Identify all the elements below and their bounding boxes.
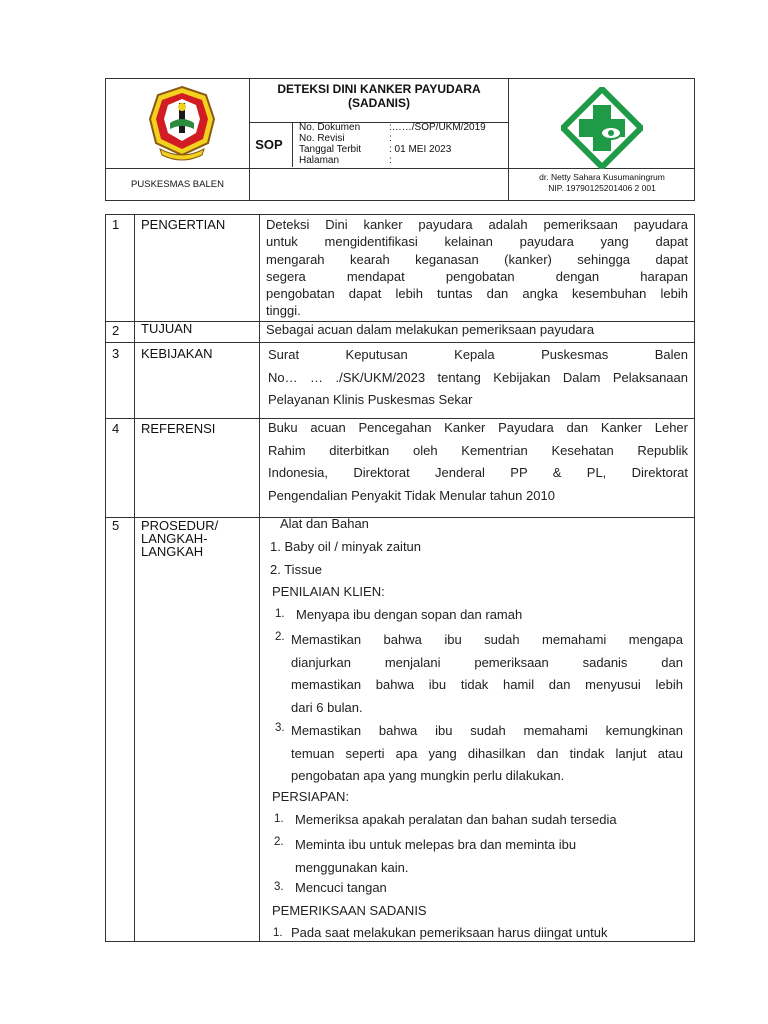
- persiapan-heading: PERSIAPAN:: [272, 789, 350, 804]
- list-number: 1.: [274, 813, 284, 825]
- text-line: menggunakan kain.: [295, 859, 409, 875]
- tujuan-text: [266, 321, 688, 338]
- row-label: TUJUAN: [141, 321, 193, 336]
- text-line: Pelayanan Klinis Puskesmas Sekar: [268, 392, 473, 407]
- alat-item: 2. Tissue: [270, 562, 323, 577]
- signatory-nip: NIP. 19790125201406 2 001: [548, 183, 656, 193]
- text-line: pengobatan apa yang mungkin perlu dilakukan.: [291, 768, 565, 783]
- penilaian-heading: PENILAIAN KLIEN:: [272, 584, 385, 599]
- regency-crest-logo: [146, 85, 218, 161]
- text-line: tinggi.: [266, 303, 301, 319]
- text-line: Sebagai acuan dalam melakukan pemeriksaan payudara: [266, 322, 595, 337]
- list-number: 3.: [275, 722, 285, 734]
- meta-row: [299, 155, 486, 166]
- penilaian-item: [291, 629, 683, 719]
- text-line: Pengendalian Penyakit Tidak Menular tahun 2010: [268, 487, 555, 503]
- meta-key: No. Revisi: [299, 133, 345, 144]
- persiapan-item: Mencuci tangan: [295, 880, 387, 895]
- text-line: dianjurkan menjalani pemeriksaan sadanis dan: [291, 654, 683, 670]
- text-line: No… … ./SK/UKM/2023 tentang Kebijakan Dalam Pelaksanaan: [268, 369, 688, 385]
- meta-row: [299, 144, 486, 155]
- label-line: LANGKAH-: [141, 531, 208, 546]
- kebijakan-text: [268, 344, 688, 412]
- text-line: Buku acuan Pencegahan Kanker Payudara dan Kanker Leher: [268, 420, 688, 435]
- list-number: 2.: [275, 631, 285, 643]
- pemeriksaan-heading: PEMERIKSAAN SADANIS: [272, 903, 427, 918]
- alat-heading: Alat dan Bahan: [280, 516, 369, 531]
- row-number: 2: [112, 323, 120, 338]
- text-line: Memastikan bahwa ibu sudah memahami kemungkinan: [291, 723, 683, 738]
- meta-value: : 01 MEI 2023: [389, 144, 452, 155]
- row-number: 4: [112, 421, 120, 436]
- text-line: untuk mengidentifikasi kelainan payudara yang dapat: [266, 234, 688, 250]
- text-line: mengarah kearah keganasan (kanker) sehingga dapat: [266, 251, 688, 267]
- list-number: 1.: [273, 927, 283, 939]
- referensi-text: [268, 417, 688, 507]
- text-line: temuan seperti apa yang dihasilkan dan tindak lanjut atau: [291, 745, 683, 761]
- label-line: LANGKAH: [141, 544, 204, 559]
- puskesmas-logo: [561, 87, 643, 169]
- text-line: Deteksi Dini kanker payudara adalah pemeriksaan payudara: [266, 217, 688, 232]
- row-number: 1: [112, 217, 120, 232]
- sop-header: [105, 78, 695, 201]
- row-divider: [106, 342, 694, 343]
- sop-label: SOP: [255, 137, 283, 152]
- list-number: 2.: [274, 836, 284, 848]
- list-number: 3.: [274, 881, 284, 893]
- text-line: Surat Keputusan Kepala Puskesmas Balen: [268, 347, 688, 362]
- penilaian-item: Menyapa ibu dengan sopan dan ramah: [296, 607, 523, 622]
- puskesmas-name: PUSKESMAS BALEN: [131, 179, 224, 190]
- label-line: PROSEDUR/: [141, 518, 219, 533]
- title-line: (SADANIS): [348, 96, 410, 110]
- text-line: Rahim diterbitkan oleh Kementrian Kesehatan Republik: [268, 442, 688, 458]
- header-divider: [292, 122, 293, 167]
- row-number: 3: [112, 346, 120, 361]
- text-line: Indonesia, Direktorat Jenderal PP & PL, Direktorat: [268, 465, 688, 480]
- persiapan-item: Memeriksa apakah peralatan dan bahan sudah tersedia: [295, 812, 617, 827]
- document-meta: [299, 122, 486, 166]
- text-line: memastikan bahwa ibu tidak hamil dan menyusui lebih: [291, 677, 683, 692]
- sop-content-table: [105, 214, 695, 942]
- text-line: dari 6 bulan.: [291, 699, 363, 715]
- meta-key: Tanggal Terbit: [299, 144, 362, 155]
- row-label: PENGERTIAN: [141, 217, 226, 232]
- meta-value: :: [389, 155, 392, 166]
- meta-key: No. Dokumen: [299, 122, 361, 133]
- signatory: [509, 172, 695, 194]
- meta-row: [299, 133, 486, 144]
- text-line: segera mendapat pengobatan dengan harapan: [266, 268, 688, 284]
- signatory-name: dr. Netty Sahara Kusumaningrum: [539, 172, 665, 182]
- row-label: REFERENSI: [141, 421, 216, 436]
- meta-row: [299, 122, 486, 133]
- text-line: pengobatan dapat lebih tuntas dan angka kesembuhan lebih: [266, 286, 688, 302]
- meta-key: Halaman: [299, 155, 340, 166]
- list-number: 1.: [275, 608, 285, 620]
- pengertian-text: [266, 216, 688, 320]
- column-divider: [134, 215, 135, 941]
- row-label: KEBIJAKAN: [141, 346, 213, 361]
- row-label: [141, 519, 261, 558]
- text-line: Meminta ibu untuk melepas bra dan meminta ibu: [295, 837, 577, 852]
- title-line: DETEKSI DINI KANKER PAYUDARA: [277, 82, 481, 96]
- row-number: 5: [112, 518, 120, 533]
- persiapan-item: [295, 834, 576, 879]
- meta-value: :: [389, 133, 392, 144]
- document-title: [249, 82, 509, 110]
- penilaian-item: [291, 720, 683, 788]
- alat-item: 1. Baby oil / minyak zaitun: [270, 539, 422, 554]
- meta-value: :……/SOP/UKM/2019: [389, 122, 486, 133]
- pemeriksaan-item: Pada saat melakukan pemeriksaan harus diingat untuk: [291, 925, 608, 940]
- text-line: Memastikan bahwa ibu sudah memahami mengapa: [291, 632, 683, 647]
